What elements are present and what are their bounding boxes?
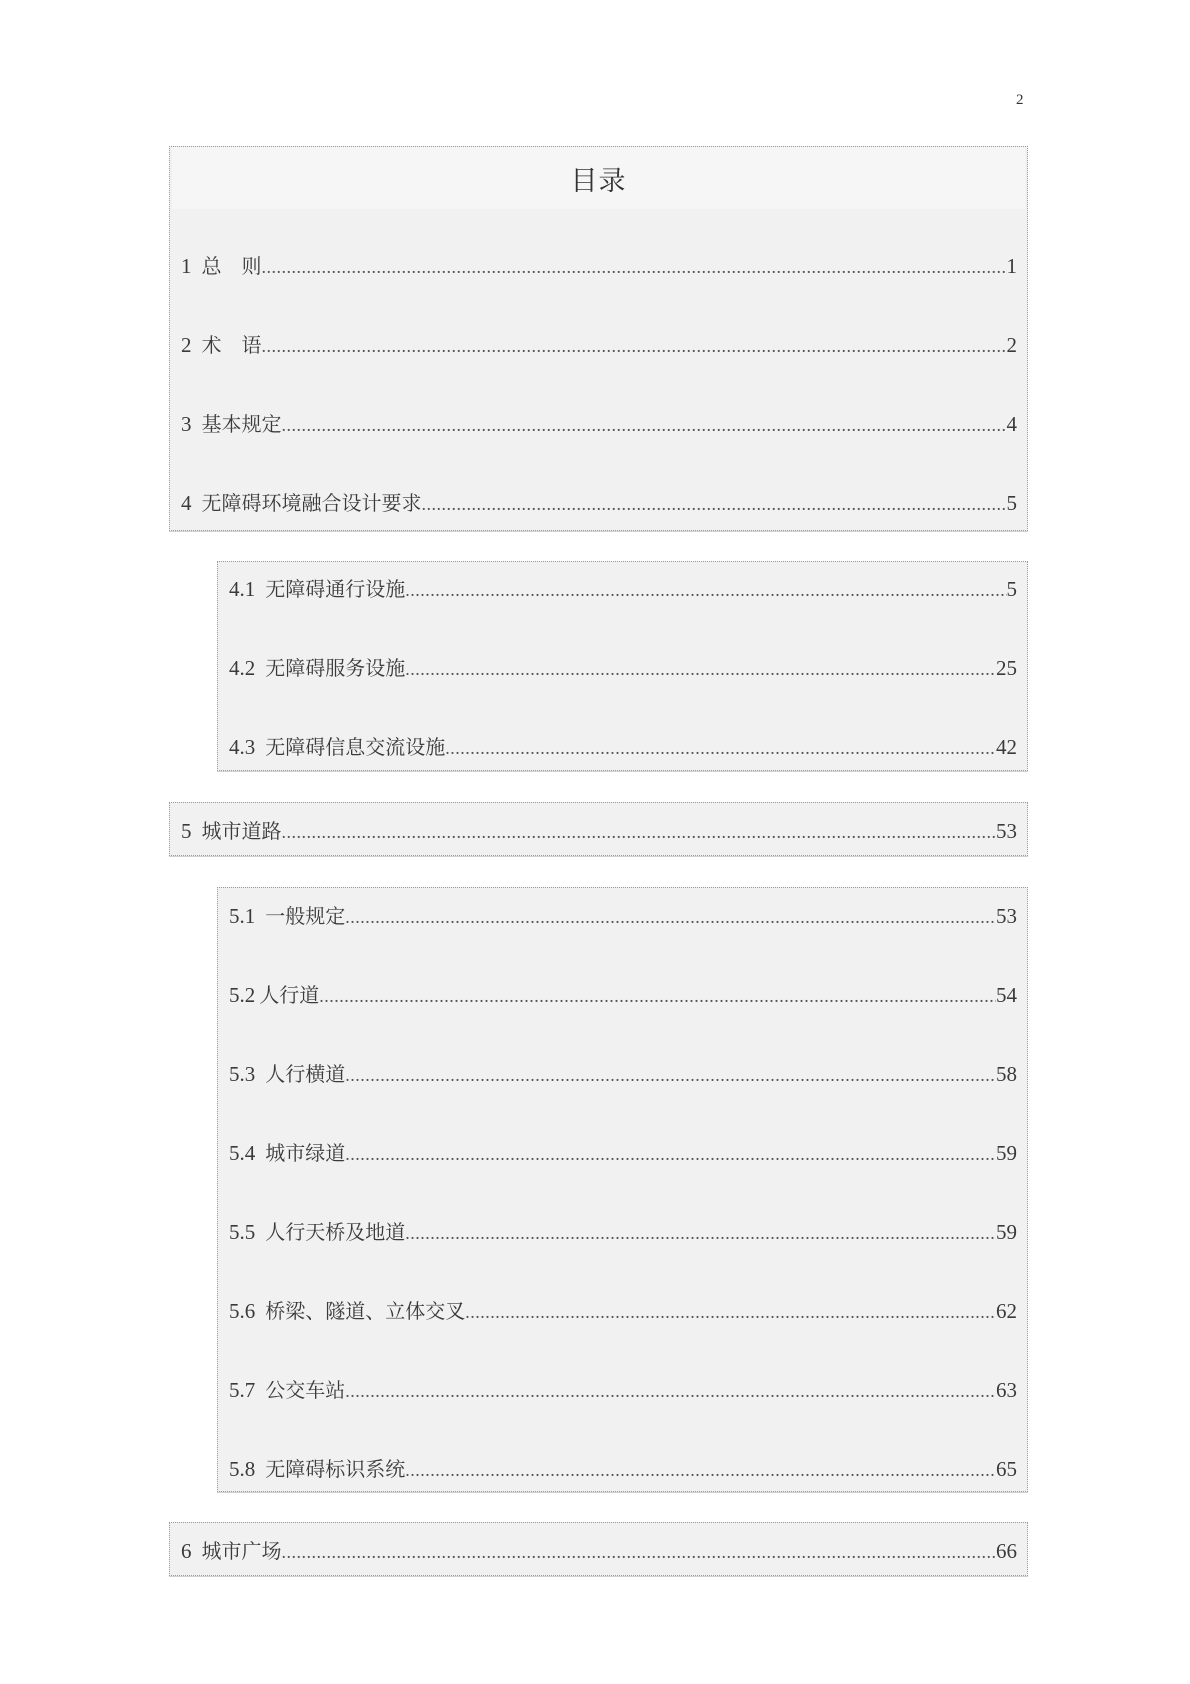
- entry-number: 5.6: [229, 1299, 256, 1323]
- dot-leader: [345, 902, 996, 932]
- entry-label: 基本规定: [201, 412, 282, 436]
- toc-main-block: [169, 146, 1028, 531]
- entry-label: 总 则: [201, 254, 262, 278]
- entry-page: 53: [996, 904, 1017, 928]
- toc-section-5-block: [217, 887, 1028, 1492]
- toc-entry-chapter-6[interactable]: [170, 1536, 1027, 1566]
- entry-page: 63: [996, 1378, 1017, 1402]
- entry-number: 6: [181, 1539, 192, 1563]
- entry-page: 42: [996, 735, 1017, 759]
- dot-leader: [405, 1455, 996, 1485]
- entry-page: 5: [1006, 491, 1017, 515]
- entry-page: 2: [1006, 333, 1017, 357]
- toc-entry-section-5-2[interactable]: [218, 980, 1027, 1010]
- entry-number: 5.5: [229, 1220, 256, 1244]
- entry-page: 5: [1006, 577, 1017, 601]
- entry-page: 59: [996, 1220, 1017, 1244]
- dot-leader: [405, 575, 1006, 605]
- entry-number: 4.3: [229, 735, 256, 759]
- entry-number: 4: [181, 491, 192, 515]
- entry-label: 人行天桥及地道: [265, 1220, 406, 1244]
- entry-label: 无障碍环境融合设计要求: [201, 491, 422, 515]
- entry-page: 25: [996, 656, 1017, 680]
- entry-page: 59: [996, 1141, 1017, 1165]
- dot-leader: [405, 654, 996, 684]
- dot-leader: [262, 331, 1007, 361]
- page-number: 2: [1016, 92, 1024, 108]
- toc-entry-section-5-5[interactable]: [218, 1217, 1027, 1247]
- toc-entry-chapter-5[interactable]: [170, 816, 1027, 846]
- entry-number: 5.3: [229, 1062, 256, 1086]
- dot-leader: [282, 817, 997, 847]
- toc-entry-section-5-3[interactable]: [218, 1059, 1027, 1089]
- entry-number: 5.4: [229, 1141, 256, 1165]
- entry-page: 65: [996, 1457, 1017, 1481]
- entry-number: 5.8: [229, 1457, 256, 1481]
- entry-label: 无障碍标识系统: [265, 1457, 406, 1481]
- toc-chapter-6-block: [169, 1522, 1028, 1576]
- toc-entry-chapter-2[interactable]: [170, 330, 1027, 360]
- dot-leader: [345, 1376, 996, 1406]
- entry-label: 人行横道: [265, 1062, 346, 1086]
- entry-label: 无障碍通行设施: [265, 577, 406, 601]
- entry-label: 术 语: [201, 333, 262, 357]
- entry-page: 53: [996, 819, 1017, 843]
- toc-entry-chapter-4[interactable]: [170, 488, 1027, 518]
- dot-leader: [445, 733, 996, 763]
- toc-entry-section-5-6[interactable]: [218, 1296, 1027, 1326]
- entry-label: 一般规定: [265, 904, 346, 928]
- toc-entry-section-5-4[interactable]: [218, 1138, 1027, 1168]
- dot-leader: [319, 981, 996, 1011]
- dot-leader: [465, 1297, 996, 1327]
- entry-number: 5.2: [229, 983, 256, 1007]
- entry-label: 桥梁、隧道、立体交叉: [265, 1299, 466, 1323]
- toc-section-4-block: [217, 561, 1028, 771]
- entry-label: 城市道路: [201, 819, 282, 843]
- dot-leader: [422, 489, 1007, 519]
- dot-leader: [282, 1537, 997, 1567]
- entry-page: 58: [996, 1062, 1017, 1086]
- toc-entry-chapter-3[interactable]: [170, 409, 1027, 439]
- entry-number: 5.1: [229, 904, 256, 928]
- entry-number: 4.2: [229, 656, 256, 680]
- toc-entry-chapter-1[interactable]: [170, 251, 1027, 281]
- entry-label: 城市广场: [201, 1539, 282, 1563]
- toc-entry-section-4-1[interactable]: [218, 574, 1027, 604]
- entry-number: 1: [181, 254, 192, 278]
- entry-label: 人行道: [259, 983, 320, 1007]
- entry-number: 2: [181, 333, 192, 357]
- toc-entry-section-5-7[interactable]: [218, 1375, 1027, 1405]
- entry-number: 5: [181, 819, 192, 843]
- dot-leader: [282, 410, 1007, 440]
- toc-chapter-5-block: [169, 802, 1028, 856]
- dot-leader: [405, 1218, 996, 1248]
- toc-entry-section-4-2[interactable]: [218, 653, 1027, 683]
- entry-page: 62: [996, 1299, 1017, 1323]
- entry-label: 无障碍服务设施: [265, 656, 406, 680]
- entry-number: 3: [181, 412, 192, 436]
- dot-leader: [345, 1139, 996, 1169]
- entry-page: 1: [1006, 254, 1017, 278]
- toc-entry-section-5-1[interactable]: [218, 901, 1027, 931]
- toc-title: 目录: [172, 147, 1025, 209]
- entry-page: 54: [996, 983, 1017, 1007]
- dot-leader: [262, 252, 1007, 282]
- dot-leader: [345, 1060, 996, 1090]
- entry-label: 公交车站: [265, 1378, 346, 1402]
- entry-page: 4: [1006, 412, 1017, 436]
- entry-label: 无障碍信息交流设施: [265, 735, 446, 759]
- entry-number: 4.1: [229, 577, 256, 601]
- toc-entry-section-4-3[interactable]: [218, 732, 1027, 762]
- toc-entry-section-5-8[interactable]: [218, 1454, 1027, 1484]
- entry-number: 5.7: [229, 1378, 256, 1402]
- entry-label: 城市绿道: [265, 1141, 346, 1165]
- entry-page: 66: [996, 1539, 1017, 1563]
